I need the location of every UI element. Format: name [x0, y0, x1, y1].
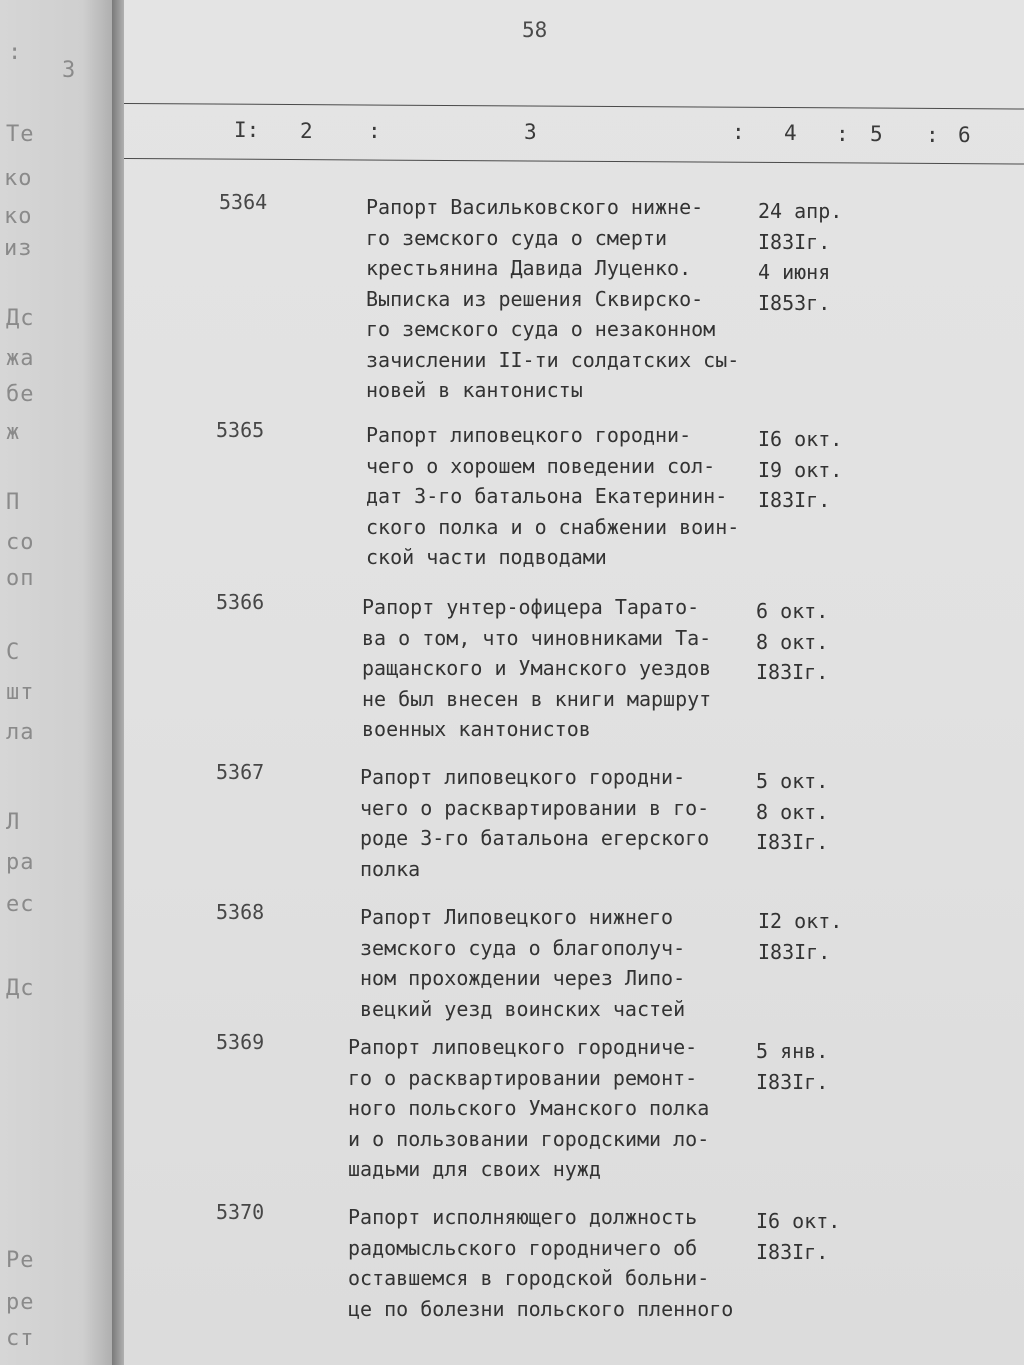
left-page-fragment: из	[4, 236, 33, 261]
left-page-fragment: 3	[62, 58, 77, 83]
date-line: I6 окт.	[758, 427, 843, 451]
description-line: дат 3-го батальона Екатеринин-	[366, 484, 728, 508]
entry-number: 5369	[216, 1030, 265, 1054]
left-page-fragment: ст	[6, 1326, 35, 1351]
date-line: 5 окт.	[756, 769, 829, 793]
description-line: Рапорт Васильковского нижне-	[366, 195, 704, 219]
description-line: Рапорт унтер-офицера Тарато-	[362, 595, 700, 619]
column-header: :	[732, 120, 745, 145]
description-line: военных кантонистов	[362, 717, 591, 741]
description-line: Рапорт липовецкого городни-	[360, 765, 686, 789]
date-line: 24 апр.	[758, 199, 843, 223]
description-line: Рапорт исполняющего должность	[348, 1205, 698, 1229]
entry-description	[348, 1032, 709, 1185]
left-page-fragment: ко	[4, 204, 33, 229]
description-line: земского суда о благополуч-	[360, 935, 686, 960]
left-facing-page	[0, 0, 118, 1365]
description-line: роде 3-го батальона егерского	[360, 826, 710, 850]
entry-dates	[756, 1036, 828, 1097]
date-line: I6 окт.	[756, 1209, 841, 1233]
left-page-fragment: П	[6, 490, 21, 515]
left-page-fragment: ре	[6, 1290, 35, 1315]
entry-number: 5365	[216, 418, 265, 442]
left-page-fragment: Те	[6, 122, 35, 147]
left-page-fragment: Дс	[6, 976, 35, 1001]
entry-dates	[758, 196, 842, 318]
left-page-fragment: ла	[6, 720, 35, 745]
entry-description	[366, 420, 739, 573]
entry-description	[366, 192, 739, 406]
header-rule-bottom	[124, 158, 1024, 164]
entry-description	[348, 1202, 733, 1324]
column-header: :	[926, 122, 939, 147]
document-page	[124, 0, 1024, 1365]
left-page-fragment: С	[6, 640, 21, 665]
entry-dates	[756, 766, 828, 858]
column-header: 4	[784, 121, 797, 145]
description-line: Рапорт липовецкого городниче-	[348, 1035, 698, 1059]
page-number: 58	[522, 18, 548, 42]
left-page-fragment: оп	[6, 566, 35, 591]
entry-dates	[758, 906, 842, 967]
date-line: I9 окт.	[758, 457, 843, 482]
left-page-fragment: со	[6, 530, 35, 555]
description-line: чего о хорошем поведении сол-	[366, 453, 716, 478]
description-line: полка	[360, 856, 421, 881]
entry-number: 5368	[216, 900, 265, 924]
left-page-fragment: жа	[6, 346, 35, 371]
date-line: I2 окт.	[758, 909, 843, 933]
column-header: I:	[234, 118, 260, 142]
date-line: I853г.	[758, 290, 831, 315]
description-line: оставшемся в городской больни-	[348, 1266, 710, 1290]
description-line: чего о расквартировании в го-	[360, 795, 710, 820]
column-header: 3	[524, 119, 537, 144]
description-line: ращанского и Уманского уездов	[362, 656, 712, 680]
entry-number: 5370	[216, 1200, 265, 1224]
date-line: I83Iг.	[758, 488, 831, 512]
date-line: I83Iг.	[756, 660, 829, 684]
header-rule-top	[124, 103, 1024, 109]
entry-number: 5366	[216, 590, 265, 614]
description-line: Выписка из решения Сквирско-	[366, 286, 704, 311]
description-line: новей в кантонисты	[366, 378, 583, 402]
left-page-fragment: шт	[6, 680, 35, 705]
date-line: 6 окт.	[756, 599, 829, 623]
left-page-fragment: Дс	[6, 306, 35, 331]
column-header: 5	[870, 122, 883, 147]
column-header: 2	[300, 118, 313, 143]
description-line: крестьянина Давида Луценко.	[366, 256, 692, 280]
date-line: 8 окт.	[756, 629, 829, 654]
description-line: шадьми для своих нужд	[348, 1157, 601, 1181]
entry-description	[362, 592, 711, 745]
description-line: це по болезни польского пленного	[348, 1296, 734, 1321]
entry-dates	[758, 424, 842, 516]
description-line: ном прохождении через Липо-	[360, 966, 686, 990]
description-line: не был внесен в книги маршрут	[362, 686, 712, 711]
entry-number: 5367	[216, 760, 265, 784]
left-page-fragment: ра	[6, 850, 35, 875]
date-line: I83Iг.	[758, 229, 831, 254]
date-line: I83Iг.	[756, 1239, 829, 1264]
description-line: го земского суда о смерти	[366, 225, 668, 250]
entry-dates	[756, 1206, 840, 1267]
date-line: I83Iг.	[756, 830, 829, 854]
left-page-fragment: ко	[4, 166, 33, 191]
column-header: 6	[958, 123, 971, 148]
date-line: I83Iг.	[756, 1069, 829, 1094]
description-line: вецкий уезд воинских частей	[360, 996, 686, 1021]
description-line: радомысльского городничего об	[348, 1235, 698, 1260]
column-header: :	[836, 121, 849, 146]
description-line: Рапорт липовецкого городни-	[366, 423, 692, 447]
entry-description	[360, 762, 709, 884]
description-line: ской части подводами	[366, 545, 607, 569]
description-line: Рапорт Липовецкого нижнего	[360, 905, 674, 929]
column-header: :	[368, 119, 381, 144]
entry-number: 5364	[219, 190, 268, 214]
date-line: 4 июня	[758, 260, 831, 284]
description-line: ва о том, что чиновниками Та-	[362, 625, 712, 650]
description-line: зачислении II-ти солдатских сы-	[366, 347, 740, 372]
date-line: 5 янв.	[756, 1039, 829, 1063]
description-line: ного польского Уманского полка	[348, 1096, 710, 1120]
entry-description	[360, 902, 685, 1024]
description-line: го о расквартировании ремонт-	[348, 1065, 698, 1090]
left-page-fragment: Л	[6, 810, 21, 835]
left-page-fragment: ес	[6, 892, 35, 917]
description-line: го земского суда о незаконном	[366, 317, 716, 341]
description-line: ского полка и о снабжении воин-	[366, 514, 740, 539]
left-page-fragment: бе	[6, 382, 35, 407]
left-page-fragment: ж	[6, 420, 21, 445]
description-line: и о пользовании городскими ло-	[348, 1126, 710, 1151]
date-line: I83Iг.	[758, 939, 831, 964]
left-page-fragment: :	[8, 40, 23, 65]
left-page-fragment: Ре	[6, 1248, 35, 1273]
date-line: 8 окт.	[756, 799, 829, 824]
entry-dates	[756, 596, 828, 688]
